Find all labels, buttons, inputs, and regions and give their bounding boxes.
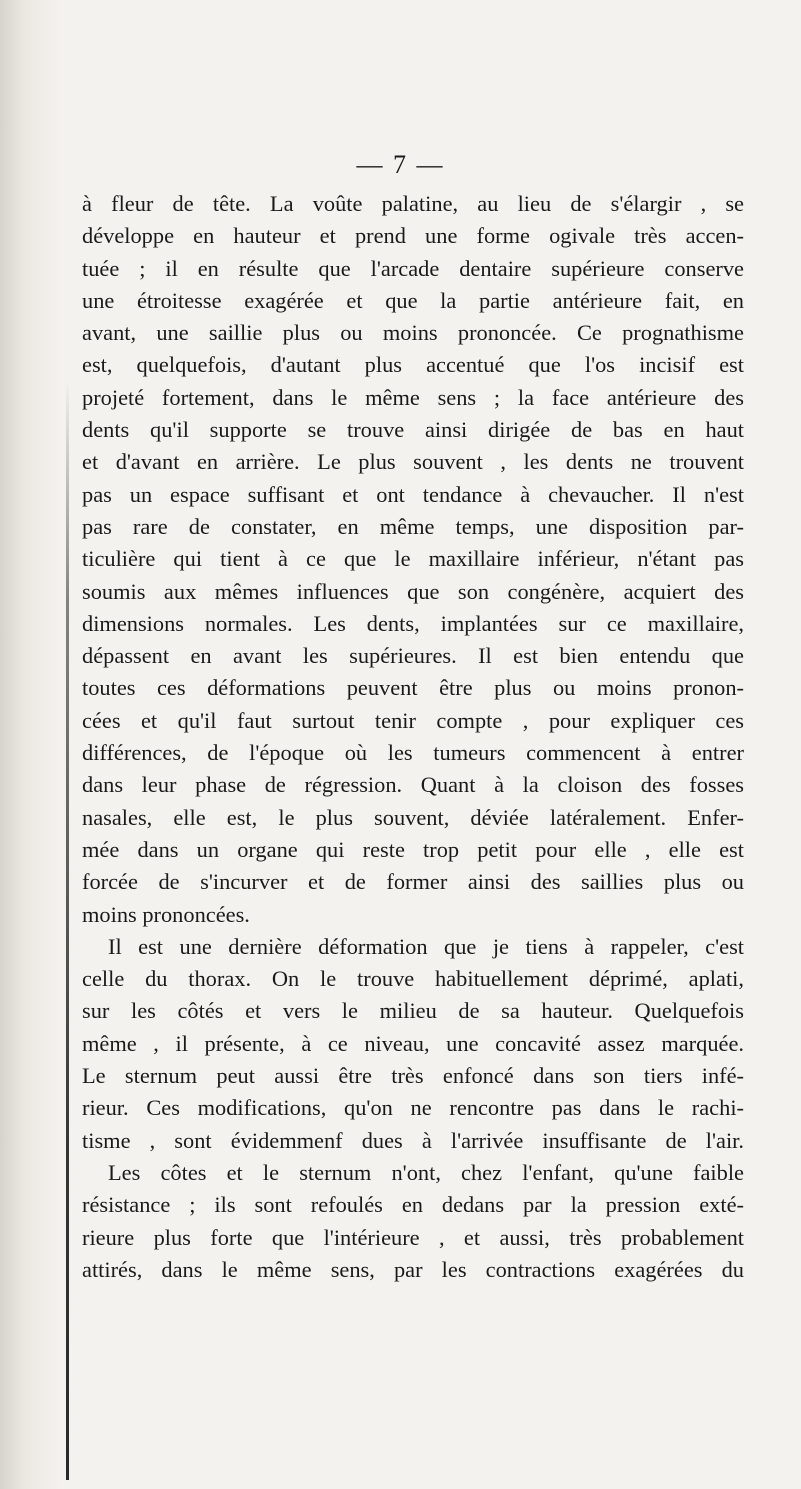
text-line: rieure plus forte que l'intérieure , et aussi, très probablement xyxy=(82,1224,744,1250)
text-line: pas rare de constater, en même temps, une disposition par- xyxy=(82,513,744,539)
text-line: cées et qu'il faut surtout tenir compte , pour expliquer ces xyxy=(82,707,744,733)
text-line: est, quelquefois, d'autant plus accentué que l'os incisif est xyxy=(82,352,744,378)
paragraph-start-line: Il est une dernière déformation que je tiens à rappeler, c'est xyxy=(108,933,744,959)
text-line: attirés, dans le même sens, par les contractions exagérées du xyxy=(82,1256,744,1282)
text-line: avant, une saillie plus ou moins prononcée. Ce prognathisme xyxy=(82,320,744,346)
text-line: pas un espace suffisant et ont tendance à chevaucher. Il n'est xyxy=(82,481,744,507)
page-number: — 7 — xyxy=(356,150,445,179)
text-line: Le sternum peut aussi être très enfoncé dans son tiers infé- xyxy=(82,1063,744,1089)
text-line: ticulière qui tient à ce que le maxillaire inférieur, n'étant pas xyxy=(82,546,744,572)
text-line: forcée de s'incurver et de former ainsi des saillies plus ou xyxy=(82,869,744,895)
text-line: tisme , sont évidemmenf dues à l'arrivée insuffisante de l'air. xyxy=(82,1127,744,1153)
text-line: dimensions normales. Les dents, implantées sur ce maxillaire, xyxy=(82,610,744,636)
text-line: tuée ; il en résulte que l'arcade dentaire supérieure conserve xyxy=(82,255,744,281)
text-line: sur les côtés et vers le milieu de sa hauteur. Quelquefois xyxy=(82,998,744,1024)
text-line: dans leur phase de régression. Quant à la cloison des fosses xyxy=(82,772,744,798)
text-line: mée dans un organe qui reste trop petit pour elle , elle est xyxy=(82,836,744,862)
margin-scan-artifact xyxy=(66,380,69,1480)
text-line: différences, de l'époque où les tumeurs commencent à entrer xyxy=(82,740,744,766)
text-line: une étroitesse exagérée et que la partie antérieure fait, en xyxy=(82,287,744,313)
text-line: dépassent en avant les supérieures. Il est bien entendu que xyxy=(82,643,744,669)
text-line: développe en hauteur et prend une forme ogivale très accen- xyxy=(82,223,744,249)
paragraph-start-line: Les côtes et le sternum n'ont, chez l'enfant, qu'une faible xyxy=(108,1159,744,1185)
text-line: celle du thorax. On le trouve habituellement déprimé, aplati, xyxy=(82,966,744,992)
text-line: nasales, elle est, le plus souvent, déviée latéralement. Enfer- xyxy=(82,804,744,830)
text-line: à fleur de tête. La voûte palatine, au lieu de s'élargir , se xyxy=(82,191,744,216)
text-line: soumis aux mêmes influences que son congénère, acquiert des xyxy=(82,578,744,604)
body-text xyxy=(82,188,744,1286)
text-line: projeté fortement, dans le même sens ; la face antérieure des xyxy=(82,384,744,410)
paragraph-end-line: moins prononcées. xyxy=(82,901,250,927)
text-line: résistance ; ils sont refoulés en dedans par la pression exté- xyxy=(82,1192,744,1218)
text-line: même , il présente, à ce niveau, une concavité assez marquée. xyxy=(82,1030,744,1056)
text-line: et d'avant en arrière. Le plus souvent , les dents ne trouvent xyxy=(82,449,744,475)
text-line: toutes ces déformations peuvent être plus ou moins pronon- xyxy=(82,675,744,701)
text-line: rieur. Ces modifications, qu'on ne rencontre pas dans le rachi- xyxy=(82,1095,744,1121)
text-line: dents qu'il supporte se trouve ainsi dirigée de bas en haut xyxy=(82,417,744,443)
book-binding-shadow xyxy=(0,0,60,1489)
